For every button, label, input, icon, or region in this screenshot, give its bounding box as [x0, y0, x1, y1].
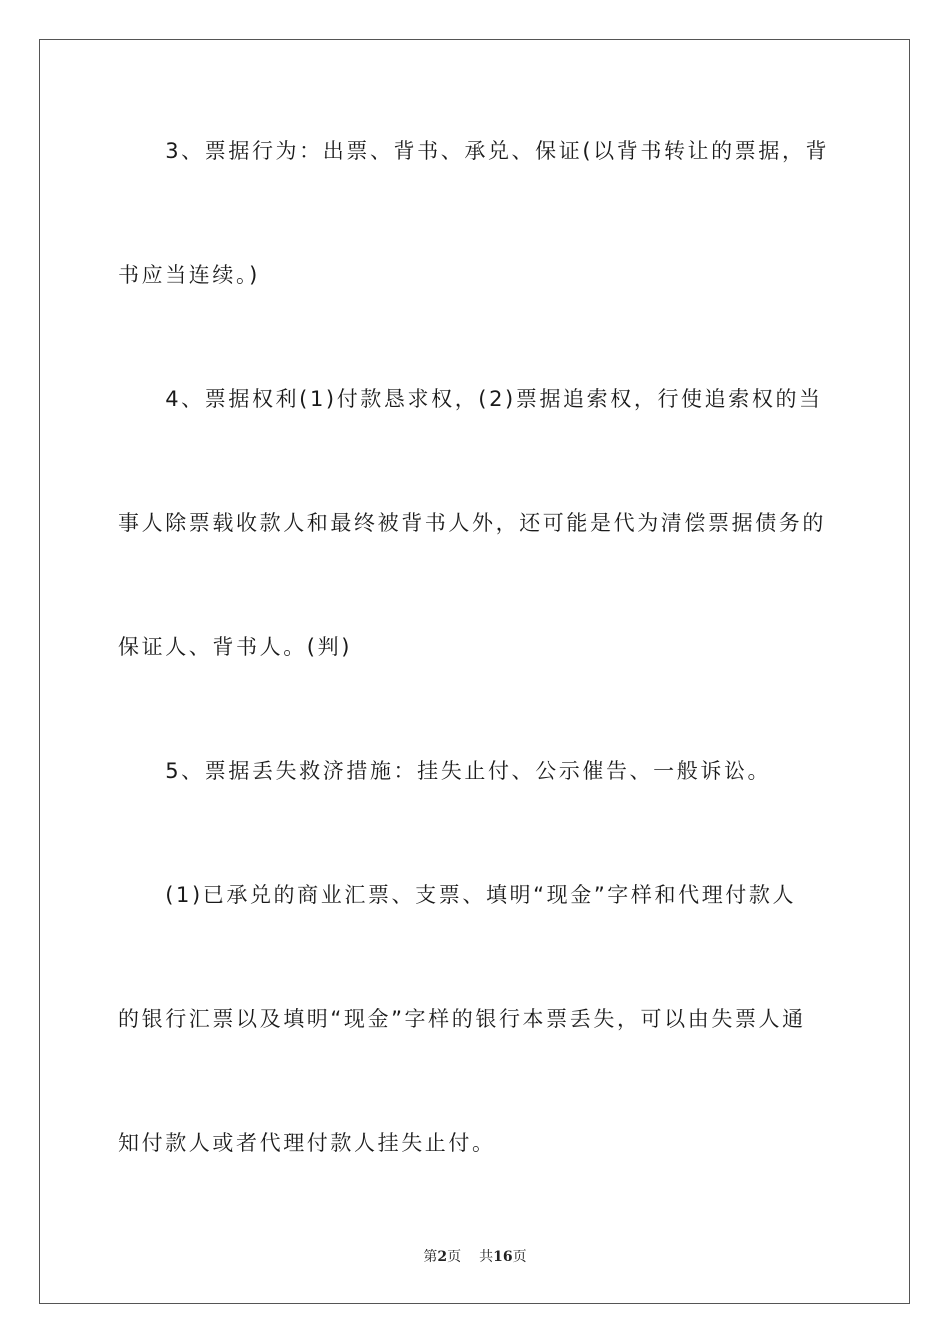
page-footer — [0, 1246, 950, 1266]
paragraph-line-6: 5、票据丢失救济措施：挂失止付、公示催告、一般诉讼。 — [118, 759, 772, 783]
paragraph-line-3: 4、票据权利(1)付款恳求权，(2)票据追索权，行使追索权的当 — [118, 387, 823, 411]
total-suffix: 页 — [512, 1249, 527, 1265]
paragraph-line-7: (1)已承兑的商业汇票、支票、填明“现金”字样和代理付款人 — [118, 883, 797, 907]
total-pages: 16 — [493, 1249, 513, 1265]
paragraph-line-5: 保证人、背书人。(判) — [118, 635, 352, 659]
page-number: 2 — [437, 1249, 448, 1265]
paragraph-line-8: 的银行汇票以及填明“现金”字样的银行本票丢失，可以由失票人通 — [118, 1007, 806, 1031]
paragraph-line-9: 知付款人或者代理付款人挂失止付。 — [118, 1131, 496, 1155]
page-border — [39, 39, 910, 1304]
paragraph-line-2: 书应当连续。) — [118, 263, 260, 287]
paragraph-line-1: 3、票据行为：出票、背书、承兑、保证(以背书转让的票据，背 — [118, 139, 830, 163]
total-prefix: 共 — [479, 1249, 494, 1265]
page-prefix: 第 — [423, 1249, 438, 1265]
paragraph-line-4: 事人除票载收款人和最终被背书人外，还可能是代为清偿票据债务的 — [118, 511, 826, 535]
page-suffix: 页 — [447, 1249, 462, 1265]
